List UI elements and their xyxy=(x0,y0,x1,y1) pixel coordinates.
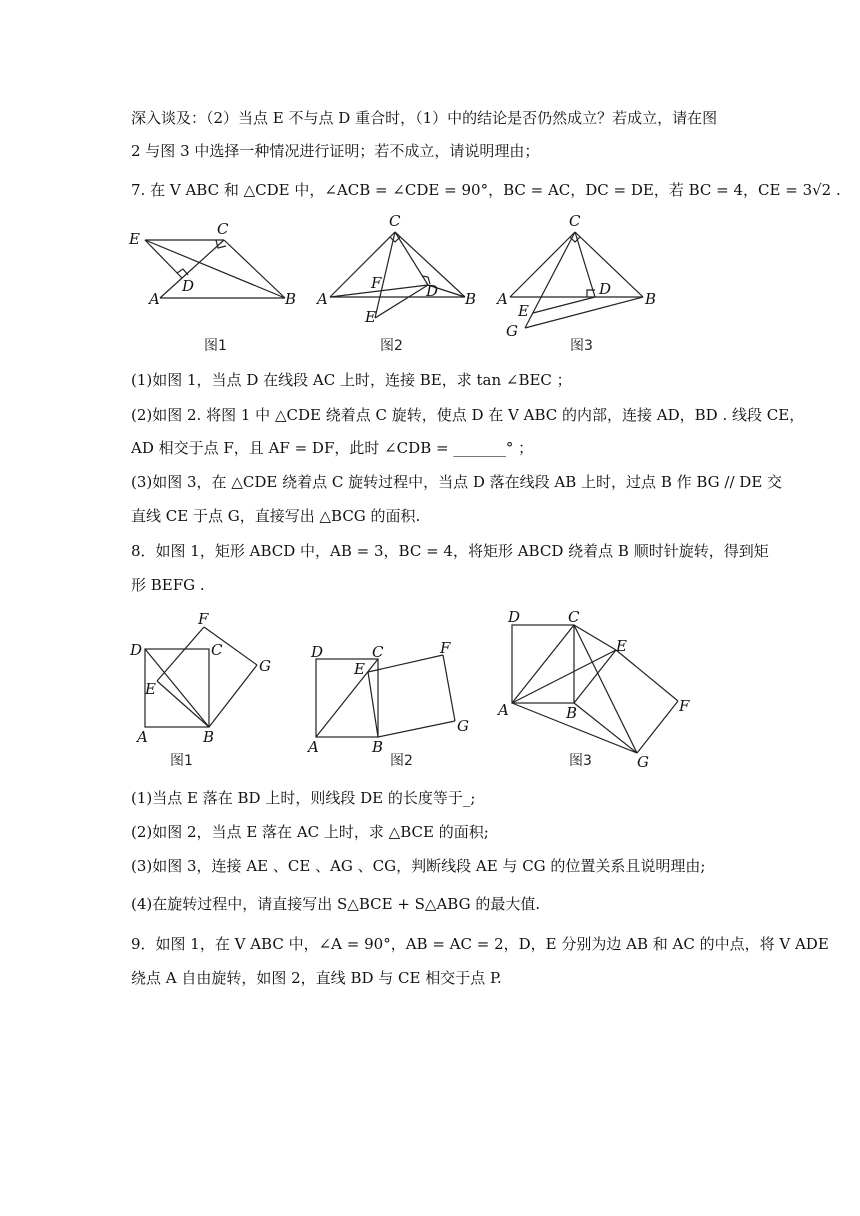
problem-8-figures xyxy=(125,605,705,775)
svg-text:C: C xyxy=(217,220,229,238)
svg-text:A: A xyxy=(497,290,508,308)
svg-text:C: C xyxy=(372,643,384,661)
problem-7-part-2: (2)如图 2. 将图 1 中 △CDE 绕着点 C 旋转，使点 D 在 V ABC 的内部，连接 AD，BD . 线段 CE， xyxy=(131,406,805,424)
svg-text:D: D xyxy=(311,643,324,661)
svg-text:G: G xyxy=(637,753,649,771)
svg-text:C: C xyxy=(568,608,580,626)
problem-8-part-3: (3)如图 3，连接 AE 、CE 、AG 、CG，判断线段 AE 与 CG 的位置关系且说明理由; xyxy=(131,857,706,875)
svg-text:A: A xyxy=(498,701,509,719)
svg-text:G: G xyxy=(259,657,271,675)
text-line-1: 深入谈及：（2）当点 E 不与点 D 重合时，（1）中的结论是否仍然成立？若成立，请在图 xyxy=(131,109,718,127)
svg-text:G: G xyxy=(457,717,469,735)
svg-text:A: A xyxy=(308,738,319,756)
svg-text:D: D xyxy=(599,280,612,298)
svg-text:C: C xyxy=(389,212,401,230)
svg-text:图2: 图2 xyxy=(390,753,413,769)
svg-text:A: A xyxy=(137,728,148,746)
svg-text:D: D xyxy=(508,608,521,626)
svg-text:F: F xyxy=(679,697,690,715)
svg-text:A: A xyxy=(317,290,328,308)
svg-text:A: A xyxy=(149,290,160,308)
svg-text:D: D xyxy=(130,641,143,659)
problem-9-statement-cont: 绕点 A 自由旋转，如图 2，直线 BD 与 CE 相交于点 P. xyxy=(131,969,502,987)
svg-text:B: B xyxy=(203,728,215,746)
svg-text:G: G xyxy=(506,322,518,340)
problem-8-statement-cont: 形 BEFG . xyxy=(131,576,205,594)
svg-text:E: E xyxy=(365,308,376,326)
svg-text:E: E xyxy=(616,637,627,655)
svg-text:F: F xyxy=(440,639,451,657)
svg-text:B: B xyxy=(372,738,384,756)
svg-text:图3: 图3 xyxy=(569,753,592,769)
svg-text:F: F xyxy=(371,274,382,292)
svg-text:E: E xyxy=(354,660,365,678)
svg-text:D: D xyxy=(426,282,439,300)
problem-9-statement: 9．如图 1，在 V ABC 中，∠A = 90°，AB = AC = 2，D，E 分别为边 AB 和 AC 的中点，将 V ADE xyxy=(131,935,829,953)
svg-text:图2: 图2 xyxy=(380,338,403,354)
svg-text:B: B xyxy=(465,290,477,308)
svg-text:F: F xyxy=(198,610,209,628)
svg-text:B: B xyxy=(285,290,297,308)
svg-text:E: E xyxy=(129,230,140,248)
problem-8-part-2: (2)如图 2，当点 E 落在 AC 上时，求 △BCE 的面积; xyxy=(131,823,489,841)
svg-text:图1: 图1 xyxy=(204,338,227,354)
svg-text:B: B xyxy=(645,290,657,308)
svg-text:E: E xyxy=(145,680,156,698)
problem-7-part-3: (3)如图 3，在 △CDE 绕着点 C 旋转过程中，当点 D 落在线段 AB 上时，过点 B 作 BG // DE 交 xyxy=(131,473,783,491)
problem-8-part-1: (1)当点 E 落在 BD 上时，则线段 DE 的长度等于_; xyxy=(131,789,476,807)
svg-text:C: C xyxy=(211,641,223,659)
problem-7-figures xyxy=(125,210,705,360)
problem-7-part-3-cont: 直线 CE 于点 G，直接写出 △BCG 的面积. xyxy=(131,507,421,525)
svg-text:B: B xyxy=(566,704,578,722)
svg-text:C: C xyxy=(569,212,581,230)
svg-text:D: D xyxy=(182,277,195,295)
problem-7-part-2-cont: AD 相交于点 F，且 AF = DF，此时 ∠CDB = _______° ； xyxy=(131,439,534,457)
svg-text:E: E xyxy=(518,302,529,320)
problem-7-part-1: (1)如图 1，当点 D 在线段 AC 上时，连接 BE，求 tan ∠BEC ； xyxy=(131,371,572,389)
problem-8-part-4: (4)在旋转过程中，请直接写出 S△BCE + S△ABG 的最大值. xyxy=(131,895,541,913)
svg-text:图3: 图3 xyxy=(570,338,593,354)
problem-8-statement: 8．如图 1，矩形 ABCD 中，AB = 3，BC = 4，将矩形 ABCD 绕着点 B 顺时针旋转，得到矩 xyxy=(131,542,769,560)
text-line-2: 2 与图 3 中选择一种情况进行证明；若不成立，请说明理由； xyxy=(131,142,540,160)
problem-7-statement: 7. 在 V ABC 和 △CDE 中，∠ACB = ∠CDE = 90°，BC = AC，DC = DE，若 BC = 4，CE = 3√2 . xyxy=(131,181,841,199)
svg-text:图1: 图1 xyxy=(170,753,193,769)
